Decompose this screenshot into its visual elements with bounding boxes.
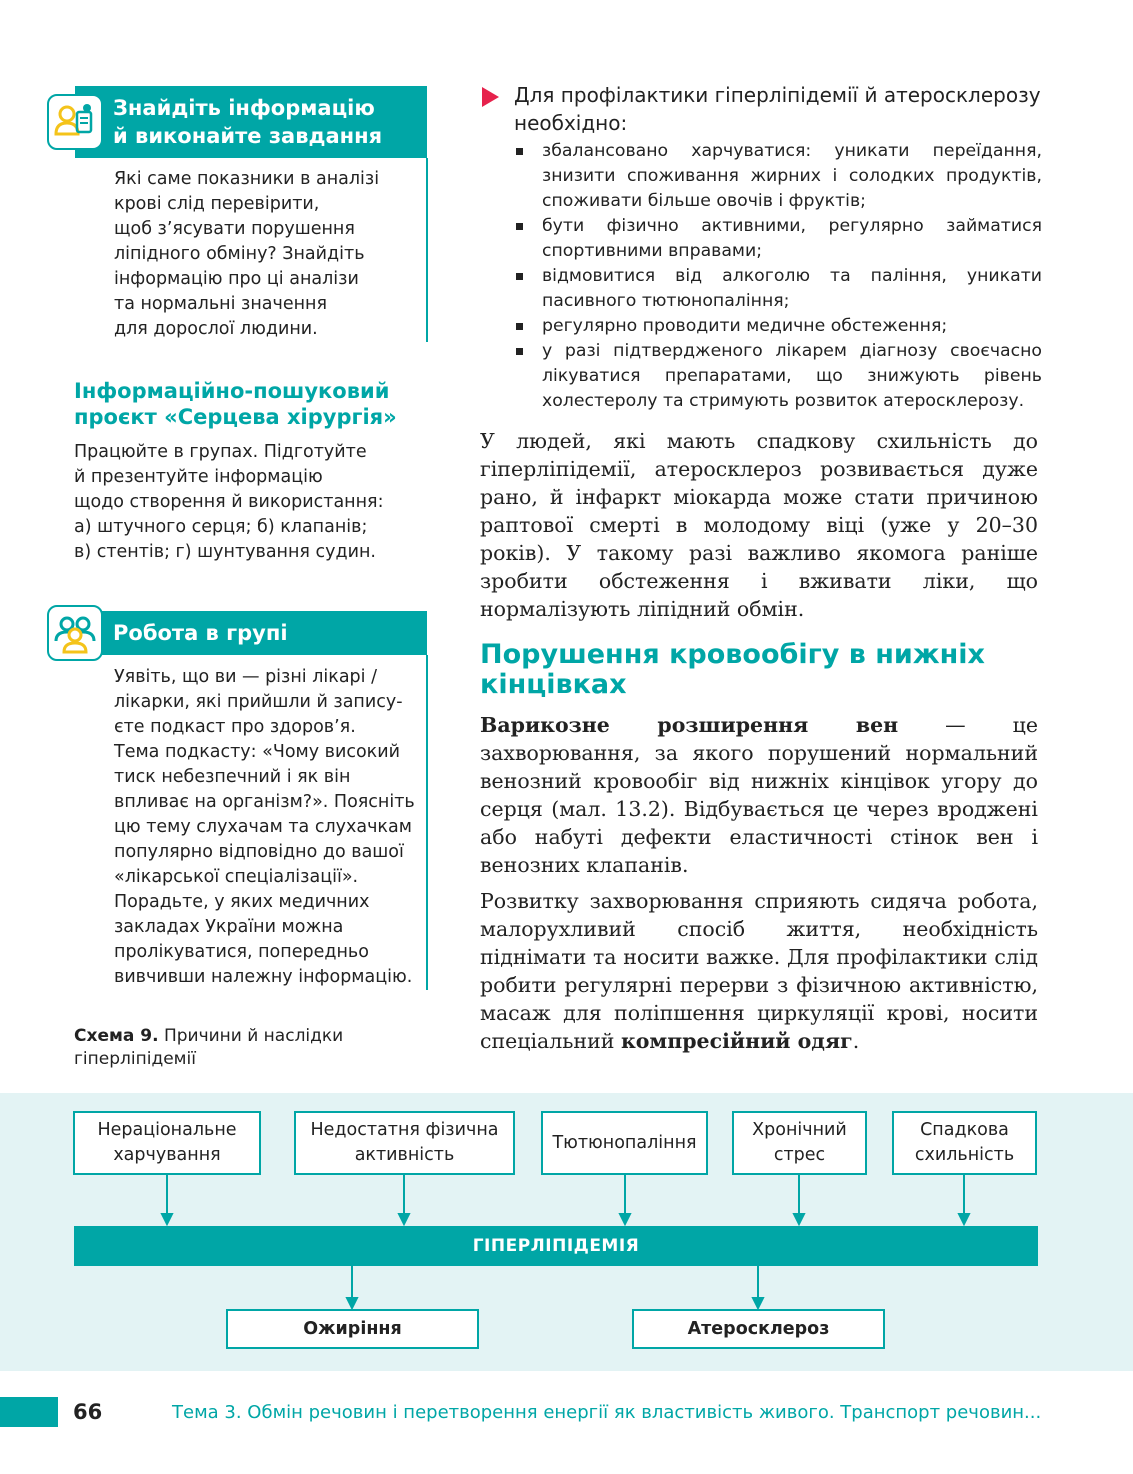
group-work-header	[75, 611, 427, 655]
cause-line: схильність	[914, 1145, 1015, 1165]
caption-text: Причини й наслідки гіперліпідемії	[74, 1026, 344, 1069]
prevention-lead: Для профілактики гіперліпідемії й атеросклерозу необхідно:	[514, 83, 1041, 135]
cause-box	[732, 1111, 867, 1175]
hyperlipidemia-bar: ГІПЕРЛІПІДЕМІЯ	[74, 1226, 1038, 1266]
search-task-icon	[47, 94, 103, 150]
text-line: Порадьте, у яких медичних	[114, 892, 370, 912]
risk-bold: компресійний одяг	[620, 1029, 853, 1053]
project-title-line2: проєкт «Серцева хірургія»	[74, 405, 397, 429]
play-arrow-icon	[482, 87, 499, 107]
text-line: інформацію про ці аналізи	[114, 269, 359, 289]
footer-topic: Тема 3. Обмін речовин і перетворення енергії як властивість живого. Транспорт речовин...	[172, 1402, 1042, 1423]
find-info-text	[114, 167, 414, 342]
text-line: щоб з’ясувати порушення	[114, 219, 355, 239]
text-line: Тема подкасту: «Чому високий	[114, 742, 400, 762]
find-info-title-line2: й виконайте завдання	[113, 124, 383, 148]
text-line: пролікуватися, попередньо	[114, 942, 369, 962]
cause-line: активність	[354, 1145, 455, 1165]
cause-line: Спадкова	[920, 1120, 1009, 1140]
group-people-icon	[47, 605, 103, 661]
text-line: вивчивши належну інформацію.	[114, 967, 413, 987]
cause-box	[73, 1111, 261, 1175]
cause-box	[541, 1111, 708, 1175]
group-work-text	[114, 665, 422, 990]
scheme-caption	[74, 1025, 434, 1071]
cause-line: стрес	[773, 1145, 826, 1165]
page-number: 66	[73, 1400, 103, 1424]
risk-paragraph	[480, 887, 1038, 1055]
project-title-line1: Інформаційно-пошуковий	[74, 379, 390, 403]
cause-line: Тютюнопаління	[552, 1132, 697, 1153]
text-line: Які саме показники в аналізі	[114, 169, 380, 189]
group-work-rule	[426, 655, 428, 990]
risk-text: Розвитку захворювання сприяють сидяча робота, малорухливий спосіб життя, необхідність піднімати та носити важке. Для профілактики слід робити регулярні перерви з фізичною активністю, масаж для поліпшення циркуляції крові, носити спеціальний	[480, 889, 1038, 1053]
list-item: регулярно проводити медичне обстеження;	[514, 314, 1042, 339]
text-line: й презентуйте інформацію	[74, 467, 323, 487]
group-work-title: Робота в групі	[113, 621, 288, 645]
find-info-rule	[426, 158, 428, 342]
prevention-list	[514, 139, 1042, 414]
cause-line: харчування	[113, 1145, 221, 1165]
text-line: лікарки, які прийшли й запису-	[114, 692, 403, 712]
text-line: щодо створення й використання:	[74, 492, 384, 512]
text-line: тиск небезпечний і як він	[114, 767, 351, 787]
section-title	[480, 640, 1040, 700]
find-info-header	[75, 86, 427, 158]
find-info-title-line1: Знайдіть інформацію	[113, 96, 375, 120]
text-line: єте подкаст про здоров’я.	[114, 717, 356, 737]
varicose-text: — це захворювання, за якого порушений нормальний венозний кровообіг від нижніх кінцівок угору до серця (мал. 13.2). Відбувається це через вроджені або набуті дефекти еластичності стінок вен і венозних клапанів.	[480, 713, 1038, 877]
text-line: закладах України можна	[114, 917, 344, 937]
text-line: крові слід перевірити,	[114, 194, 320, 214]
heredity-paragraph: У людей, які мають спадкову схильність до гіперліпідемії, атеросклероз розвивається дуже рано, й інфаркт міокарда може стати причиною раптової смерті в молодому віці (уже у 20–30 років). У такому разі важливо якомога раніше зробити обстеження і вживати ліки, що нормалізують ліпідний обмін.	[480, 429, 1038, 621]
text-line: для дорослої людини.	[114, 319, 318, 339]
cause-box	[892, 1111, 1037, 1175]
varicose-term: Варикозне розширення вен	[480, 713, 899, 737]
project-title	[74, 378, 424, 430]
cause-box	[294, 1111, 515, 1175]
text-line: а) штучного серця; б) клапанів;	[74, 517, 368, 537]
text-line: Уявіть, що ви — різні лікарі /	[114, 667, 377, 687]
text-line: ліпідного обміну? Знайдіть	[114, 244, 365, 264]
project-text	[74, 440, 424, 565]
text-line: в) стентів; г) шунтування судин.	[74, 542, 376, 562]
cause-line: Недостатня фізична	[310, 1120, 499, 1140]
effect-box-atherosclerosis: Атеросклероз	[632, 1309, 885, 1349]
list-item: збалансовано харчуватися: уникати переїдання, знизити споживання жирних і солодких продуктів, споживати більше овочів і фруктів;	[514, 139, 1042, 214]
text-line: популярно відповідно до вашої	[114, 842, 404, 862]
list-item: бути фізично активними, регулярно займатися спортивними вправами;	[514, 214, 1042, 264]
varicose-paragraph	[480, 711, 1038, 879]
text-line: «лікарської спеціалізації».	[114, 867, 359, 887]
section-title-line1: Порушення кровообігу в нижніх	[480, 639, 985, 670]
cause-line: Хронічний	[752, 1120, 847, 1140]
text-line: Працюйте в групах. Підготуйте	[74, 442, 367, 462]
effect-box-obesity: Ожиріння	[226, 1309, 479, 1349]
risk-end: .	[852, 1029, 860, 1053]
cause-line: Нераціональне	[97, 1120, 237, 1140]
list-item: у разі підтвердженого лікарем діагнозу своєчасно лікуватися препаратами, що знижують рівень холестеролу та стримують розвиток атеросклерозу.	[514, 339, 1042, 414]
caption-label: Схема 9.	[74, 1026, 159, 1046]
section-title-line2: кінцівках	[480, 669, 627, 700]
prevention-block	[482, 81, 1042, 414]
list-item: відмовитися від алкоголю та паління, уникати пасивного тютюнопаління;	[514, 264, 1042, 314]
text-line: та нормальні значення	[114, 294, 328, 314]
text-line: впливає на організм?». Поясніть	[114, 792, 415, 812]
text-line: цю тему слухачам та слухачкам	[114, 817, 412, 837]
footer-accent-bar	[0, 1397, 58, 1427]
